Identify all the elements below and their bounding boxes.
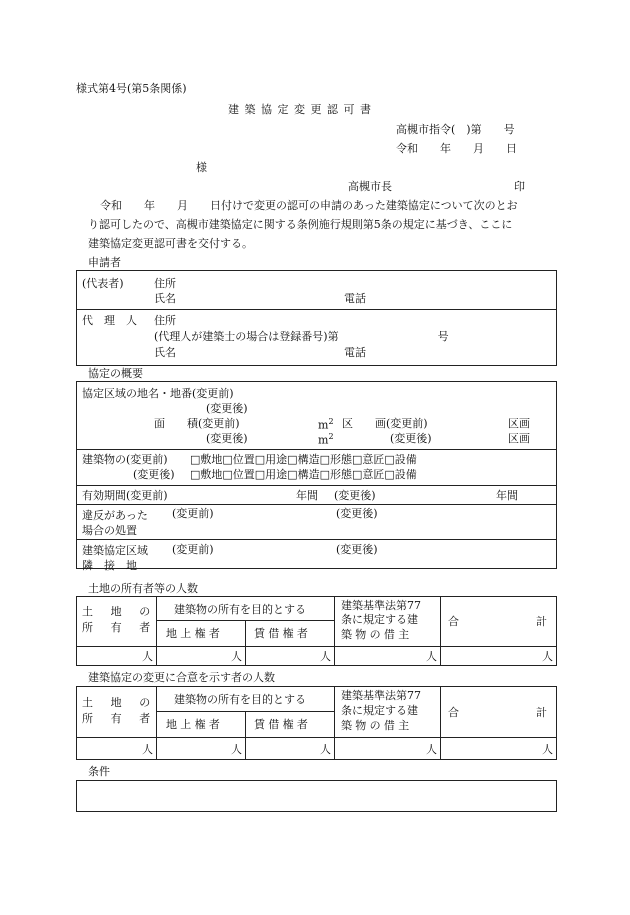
- adjacent-label-1: 建築協定区域: [82, 544, 148, 557]
- document-title: 建築協定変更認可書: [228, 103, 377, 116]
- building-items-before: □敷地□位置□用途□構造□形態□意匠□設備: [190, 453, 417, 466]
- body-line-1: 令和 年 月 日付けで変更の認可の申請のあった建築協定について次のとお: [100, 199, 518, 212]
- consent-art77-line3: 築物の借主: [341, 719, 413, 732]
- body-line-2: り認可したので、高槻市建築協定に関する条例施行規則第5条の規定に基づき、ここに: [88, 218, 513, 231]
- owners-unit-3: 人: [320, 650, 331, 663]
- division-after: (変更後): [390, 432, 432, 445]
- owners-art77-line1: 建築基準法第77: [341, 599, 421, 612]
- adjacent-label-2: 隣 接 地: [82, 559, 137, 572]
- validity-year-after: 年間: [496, 489, 518, 502]
- owners-col1-line2: 所 有 者: [82, 621, 154, 634]
- area-unit-before: $m^2$: [318, 417, 334, 432]
- consent-col1-line2: 所 有 者: [82, 712, 154, 725]
- consent-heading: 建築協定の変更に合意を示す者の人数: [88, 671, 275, 684]
- adjacent-after: (変更後): [336, 543, 378, 556]
- division-label: 区 画(変更前): [342, 417, 428, 430]
- name-label: 氏名: [154, 292, 176, 305]
- validity-after: (変更後): [334, 489, 376, 502]
- consent-unit-4: 人: [426, 743, 437, 756]
- validity-label: 有効期間(変更前): [82, 489, 168, 502]
- consent-art77-line1: 建築基準法第77: [341, 689, 421, 702]
- area-name-label: 協定区域の地名・地番(変更前): [82, 387, 234, 400]
- validity-year-before: 年間: [296, 489, 318, 502]
- owners-heading: 土地の所有者等の人数: [88, 582, 198, 595]
- area-name-after: (変更後): [206, 402, 248, 415]
- consent-unit-2: 人: [231, 743, 242, 756]
- agent-address-label: 住所: [154, 314, 176, 327]
- applicant-heading: 申請者: [88, 256, 121, 269]
- issue-number: 高槻市指令( )第 号: [396, 123, 515, 136]
- owners-art77-line3: 築物の借主: [341, 628, 413, 641]
- owners-lease: 賃借権者: [254, 627, 312, 640]
- representative-label: (代表者): [82, 277, 124, 290]
- consent-lease: 賃借権者: [254, 718, 312, 731]
- violation-label-2: 場合の処置: [82, 524, 137, 537]
- issue-date: 令和 年 月 日: [396, 142, 517, 155]
- area-label: 面 積(変更前): [154, 417, 240, 430]
- adjacent-before: (変更前): [172, 543, 214, 556]
- building-label-after: (変更後): [133, 468, 175, 481]
- conditions-box: [76, 780, 557, 812]
- consent-col1-line1: 土 地 の: [82, 696, 154, 709]
- division-unit-before: 区画: [508, 417, 530, 430]
- agent-label: 代 理 人: [82, 314, 137, 327]
- consent-art77-line2: 条に規定する建: [341, 704, 418, 717]
- building-items-after: □敷地□位置□用途□構造□形態□意匠□設備: [190, 468, 417, 481]
- owners-unit-1: 人: [142, 650, 153, 663]
- body-line-3: 建築協定変更認可書を交付する。: [88, 237, 253, 250]
- area-after: (変更後): [206, 432, 248, 445]
- owners-unit-4: 人: [426, 650, 437, 663]
- owners-superficies: 地上権者: [166, 627, 224, 640]
- violation-after: (変更後): [336, 507, 378, 520]
- addressee-suffix: 様: [196, 161, 207, 174]
- agent-registration-label: (代理人が建築士の場合は登録番号)第 号: [154, 330, 449, 343]
- owners-art77-line2: 条に規定する建: [341, 613, 418, 626]
- consent-unit-3: 人: [320, 743, 331, 756]
- owners-col1-line1: 土 地 の: [82, 605, 154, 618]
- conditions-heading: 条件: [88, 765, 110, 778]
- building-label-before: 建築物の(変更前): [82, 453, 168, 466]
- consent-unit-1: 人: [142, 743, 153, 756]
- owners-unit-2: 人: [231, 650, 242, 663]
- area-unit-after: $m^2$: [318, 432, 334, 447]
- consent-superficies: 地上権者: [166, 718, 224, 731]
- consent-unit-5: 人: [542, 743, 553, 756]
- violation-label-1: 違反があった: [82, 509, 148, 522]
- form-number: 様式第4号(第5条関係): [76, 82, 187, 95]
- agent-name-label: 氏名: [154, 346, 176, 359]
- overview-heading: 協定の概要: [88, 367, 143, 380]
- phone-label: 電話: [344, 292, 366, 305]
- consent-building-header: 建築物の所有を目的とする: [174, 693, 306, 706]
- violation-before: (変更前): [172, 507, 214, 520]
- owners-total: 合 計: [448, 615, 547, 628]
- seal-mark: 印: [514, 180, 525, 193]
- owners-building-header: 建築物の所有を目的とする: [174, 603, 306, 616]
- agent-phone-label: 電話: [344, 346, 366, 359]
- address-label: 住所: [154, 277, 176, 290]
- owners-unit-5: 人: [542, 650, 553, 663]
- division-unit-after: 区画: [508, 432, 530, 445]
- applicant-box: [76, 270, 557, 366]
- consent-total: 合 計: [448, 706, 547, 719]
- issuer-name: 高槻市長: [348, 180, 392, 193]
